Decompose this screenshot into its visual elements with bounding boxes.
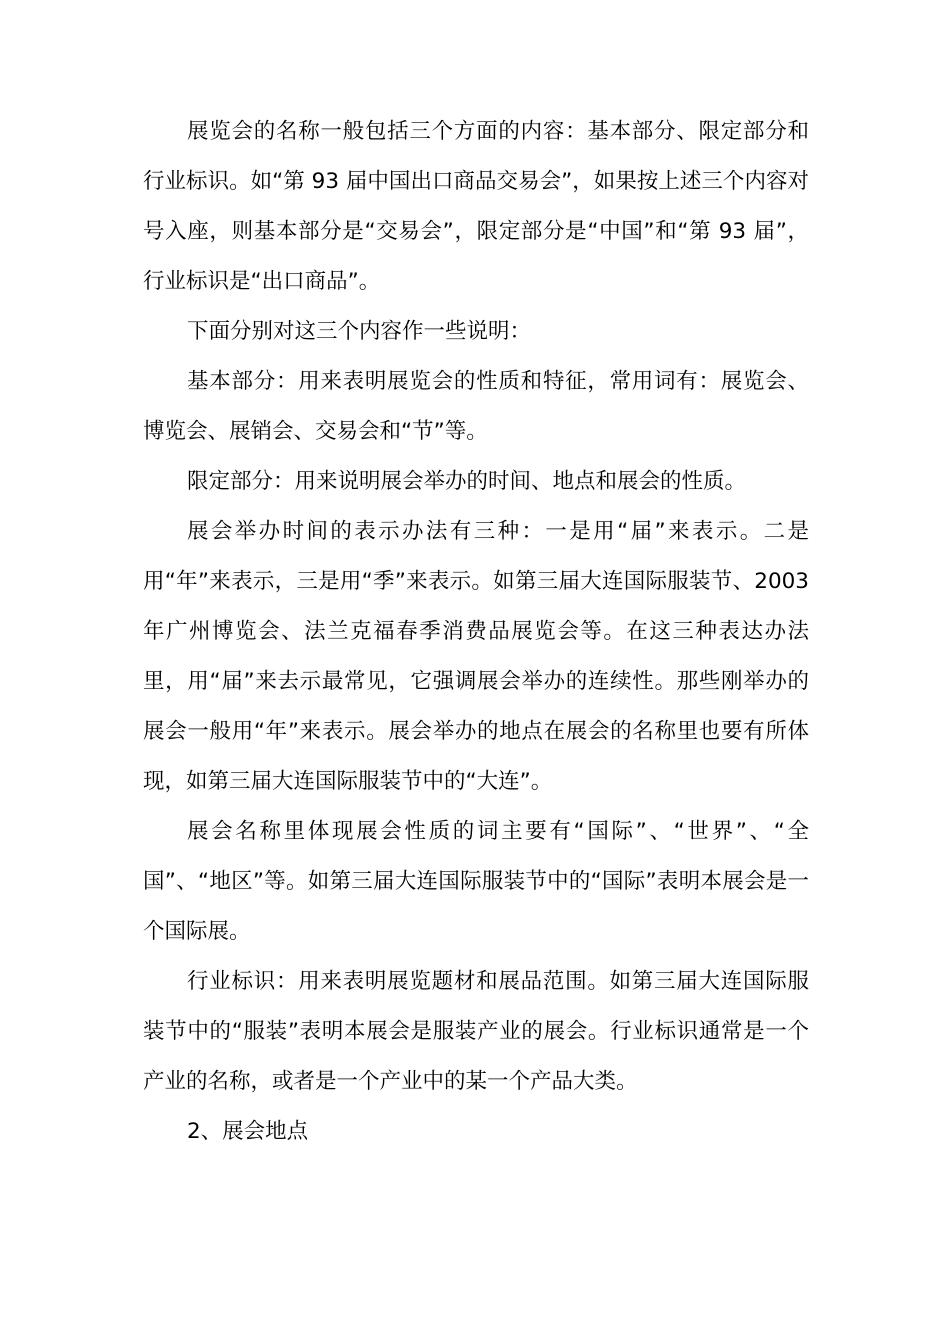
paragraph-basic-part: 基本部分：用来表明展览会的性质和特征，常用词有：展览会、博览会、展销会、交易会和“节”等。 — [143, 369, 809, 444]
paragraph-time-expression: 展会举办时间的表示办法有三种：一是用“届”来表示。二是用“年”来表示，三是用“季”来表示。如第三届大连国际服装节、2003 年广州博览会、法兰克福春季消费品展览会等。在这三种表达办法里，用“届”来去示最常见，它强调展会举办的连续性。那些刚举办的展会一般用“年”来表示。展会举办的地点在展会的名称里也要有所体现，如第三届大连国际服装节中的“大连”。 — [143, 519, 809, 794]
document-page — [143, 107, 809, 1157]
paragraph-exhibition-name: 展览会的名称一般包括三个方面的内容：基本部分、限定部分和行业标识。如“第 93 届中国出口商品交易会”，如果按上述三个内容对号入座，则基本部分是“交易会”，限定部分是“中国”和“第 93 届”，行业标识是“出口商品”。 — [143, 119, 809, 294]
paragraph-explanation-intro: 下面分别对这三个内容作一些说明： — [187, 319, 532, 344]
section-heading-venue: 2、展会地点 — [187, 1119, 309, 1144]
paragraph-nature-words: 展会名称里体现展会性质的词主要有“国际”、“世界”、“全国”、“地区”等。如第三届大连国际服装节中的“国际”表明本展会是一个国际展。 — [143, 819, 809, 944]
paragraph-limiting-part: 限定部分：用来说明展会举办的时间、地点和展会的性质。 — [187, 469, 747, 494]
paragraph-industry-identifier: 行业标识：用来表明展览题材和展品范围。如第三届大连国际服装节中的“服装”表明本展会是服装产业的展会。行业标识通常是一个产业的名称，或者是一个产业中的某一个产品大类。 — [143, 969, 809, 1094]
